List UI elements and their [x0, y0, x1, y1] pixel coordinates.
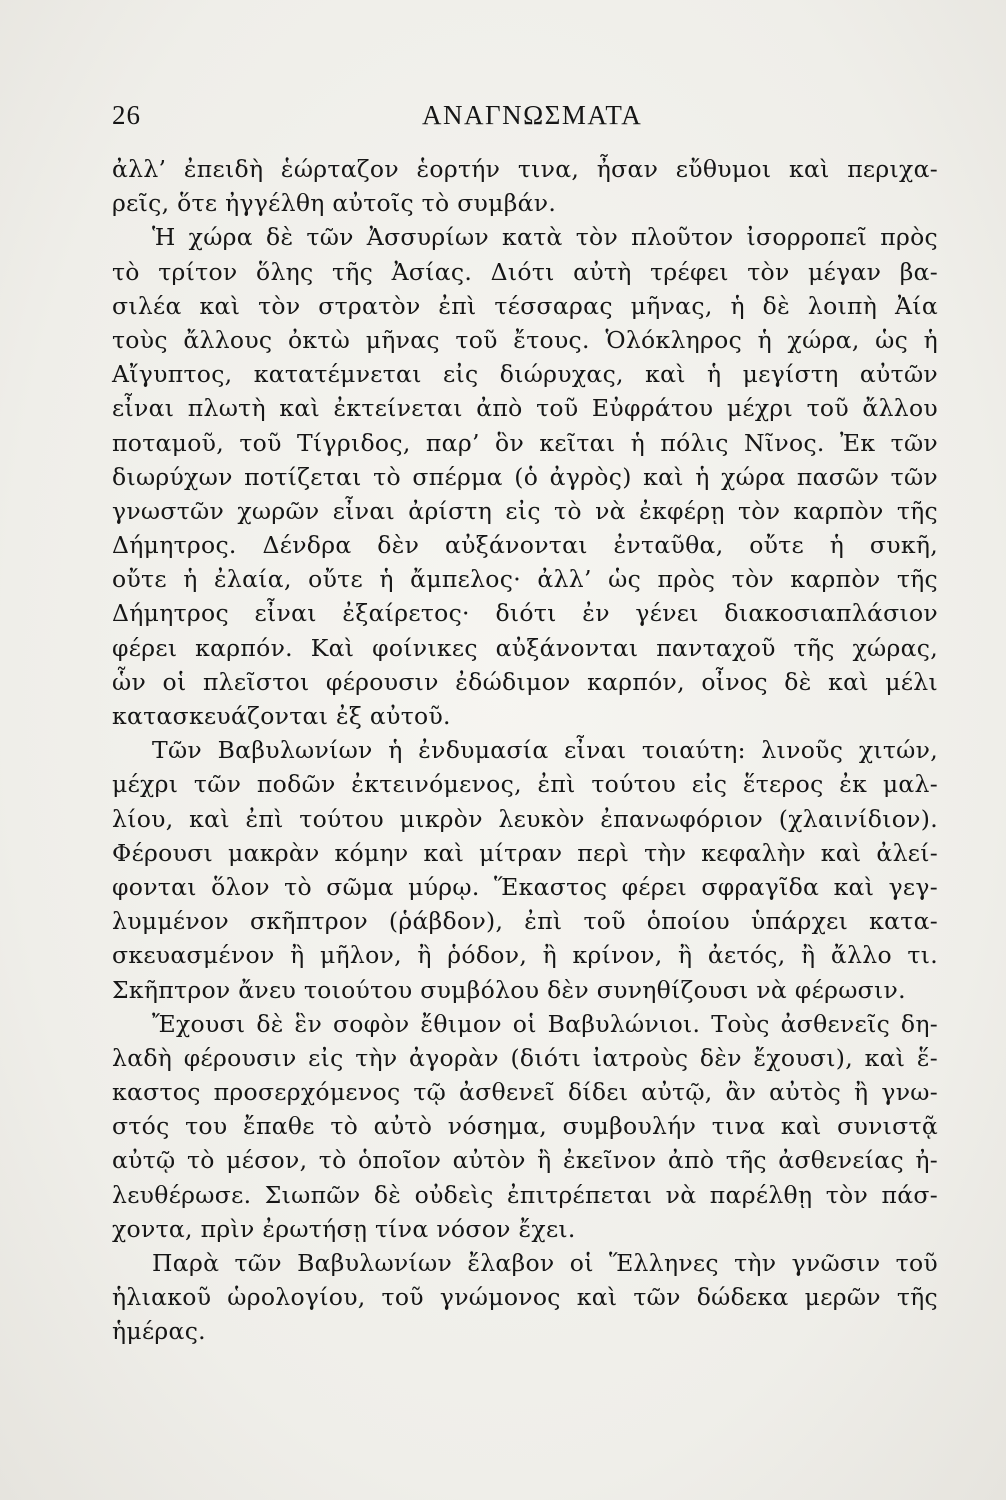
text-line: Αἴγυπτος, κατατέμνεται εἰς διώρυχας, καὶ ἡ μεγίστη αὐτῶν	[112, 360, 938, 389]
text-line: ἀλλ’ ἐπειδὴ ἑώρταζον ἑορτήν τινα, ἦσαν εὔθυμοι καὶ περιχα-	[112, 155, 938, 183]
text-line: σιλέα καὶ τὸν στρατὸν ἐπὶ τέσσαρας μῆνας, ἡ δὲ λοιπὴ Ἀία	[112, 291, 938, 320]
text-line: τὸ τρίτον ὅλης τῆς Ἀσίας. Διότι αὐτὴ τρέφει τὸν μέγαν βα-	[112, 257, 938, 286]
text-line: Φέρουσι μακρὰν κόμην καὶ μίτραν περὶ τὴν κεφαλὴν καὶ ἀλεί-	[112, 838, 938, 867]
text-line: εἶναι πλωτὴ καὶ ἐκτείνεται ἀπὸ τοῦ Εὐφράτου μέχρι τοῦ ἄλλου	[112, 394, 938, 423]
text-line: φονται ὅλον τὸ σῶμα μύρῳ. Ἕκαστος φέρει σφραγῖδα καὶ γεγ-	[112, 872, 938, 901]
text-line: ποταμοῦ, τοῦ Τίγριδος, παρ’ ὃν κεῖται ἡ πόλις Νῖνος. Ἐκ τῶν	[112, 428, 938, 457]
text-line: ρεῖς, ὅτε ἠγγέλθη αὐτοῖς τὸ συμβάν.	[112, 189, 557, 218]
text-line: ἡμέρας.	[112, 1317, 206, 1346]
running-title: ΑΝΑΓΝΩΣΜΑΤΑ	[422, 100, 643, 130]
page-number: 26	[112, 100, 141, 130]
text-line: αὐτῷ τὸ μέσον, τὸ ὁποῖον αὐτὸν ἢ ἐκεῖνον ἀπὸ τῆς ἀσθενείας ἠ-	[112, 1146, 938, 1175]
text-line: λαδὴ φέρουσιν εἰς τὴν ἀγορὰν (διότι ἰατροὺς δὲν ἔχουσι), καὶ ἕ-	[112, 1043, 938, 1072]
text-line: στός του ἔπαθε τὸ αὐτὸ νόσημα, συμβουλήν τινα καὶ συνιστᾷ	[112, 1112, 938, 1141]
text-line: διωρύχων ποτίζεται τὸ σπέρμα (ὁ ἀγρὸς) καὶ ἡ χώρα πασῶν τῶν	[112, 462, 938, 491]
text-line: Παρὰ τῶν Βαβυλωνίων ἔλαβον οἱ Ἕλληνες τὴν γνῶσιν τοῦ	[152, 1249, 938, 1277]
text-line: χοντα, πρὶν ἐρωτήσῃ τίνα νόσον ἔχει.	[112, 1214, 576, 1243]
text-line: κατασκευάζονται ἐξ αὐτοῦ.	[112, 702, 451, 730]
text-line: Δήμητρος εἶναι ἐξαίρετος· διότι ἐν γένει διακοσιαπλάσιον	[112, 599, 938, 628]
text-line: Ἡ χώρα δὲ τῶν Ἀσσυρίων κατὰ τὸν πλοῦτον ἰσορροπεῖ πρὸς	[152, 223, 938, 252]
text-line: σκευασμένον ἢ μῆλον, ἢ ῥόδον, ἢ κρίνον, ἢ ἀετός, ἢ ἄλλο τι.	[112, 941, 938, 970]
page-header	[112, 100, 932, 140]
text-line: Ἔχουσι δὲ ἓν σοφὸν ἔθιμον οἱ Βαβυλώνιοι. Τοὺς ἀσθενεῖς δη-	[152, 1009, 938, 1038]
text-line: οὔτε ἡ ἐλαία, οὔτε ἡ ἄμπελος· ἀλλ’ ὡς πρὸς τὸν καρπὸν τῆς	[112, 565, 938, 594]
text-line: ἡλιακοῦ ὡρολογίου, τοῦ γνώμονος καὶ τῶν δώδεκα μερῶν τῆς	[112, 1283, 938, 1312]
text-line: Σκῆπτρον ἄνευ τοιούτου συμβόλου δὲν συνηθίζουσι νὰ φέρωσιν.	[112, 975, 906, 1004]
text-line: μέχρι τῶν ποδῶν ἐκτεινόμενος, ἐπὶ τούτου εἰς ἕτερος ἐκ μαλ-	[112, 770, 938, 799]
text-body	[112, 152, 938, 1349]
text-line: καστος προσερχόμενος τῷ ἀσθενεῖ δίδει αὐτῷ, ἂν αὐτὸς ἢ γνω-	[112, 1078, 938, 1107]
text-line: λίου, καὶ ἐπὶ τούτου μικρὸν λευκὸν ἐπανωφόριον (χλαινίδιον).	[112, 804, 938, 833]
text-line: τοὺς ἄλλους ὀκτὼ μῆνας τοῦ ἔτους. Ὁλόκληρος ἡ χώρα, ὡς ἡ	[112, 325, 938, 354]
text-line: Τῶν Βαβυλωνίων ἡ ἐνδυμασία εἶναι τοιαύτη: λινοῦς χιτών,	[152, 736, 938, 765]
text-line: φέρει καρπόν. Καὶ φοίνικες αὐξάνονται πανταχοῦ τῆς χώρας,	[112, 633, 938, 662]
text-line: λευθέρωσε. Σιωπῶν δὲ οὐδεὶς ἐπιτρέπεται νὰ παρέλθῃ τὸν πάσ-	[112, 1180, 938, 1209]
text-line: γνωστῶν χωρῶν εἶναι ἀρίστη εἰς τὸ νὰ ἐκφέρῃ τὸν καρπὸν τῆς	[112, 496, 938, 525]
text-line: λυμμένον σκῆπτρον (ῥάβδον), ἐπὶ τοῦ ὁποίου ὑπάρχει κατα-	[112, 907, 938, 936]
text-line: Δήμητρος. Δένδρα δὲν αὐξάνονται ἐνταῦθα, οὔτε ἡ συκῆ,	[112, 531, 938, 560]
text-line: ὧν οἱ πλεῖστοι φέρουσιν ἐδώδιμον καρπόν, οἶνος δὲ καὶ μέλι	[112, 667, 938, 696]
